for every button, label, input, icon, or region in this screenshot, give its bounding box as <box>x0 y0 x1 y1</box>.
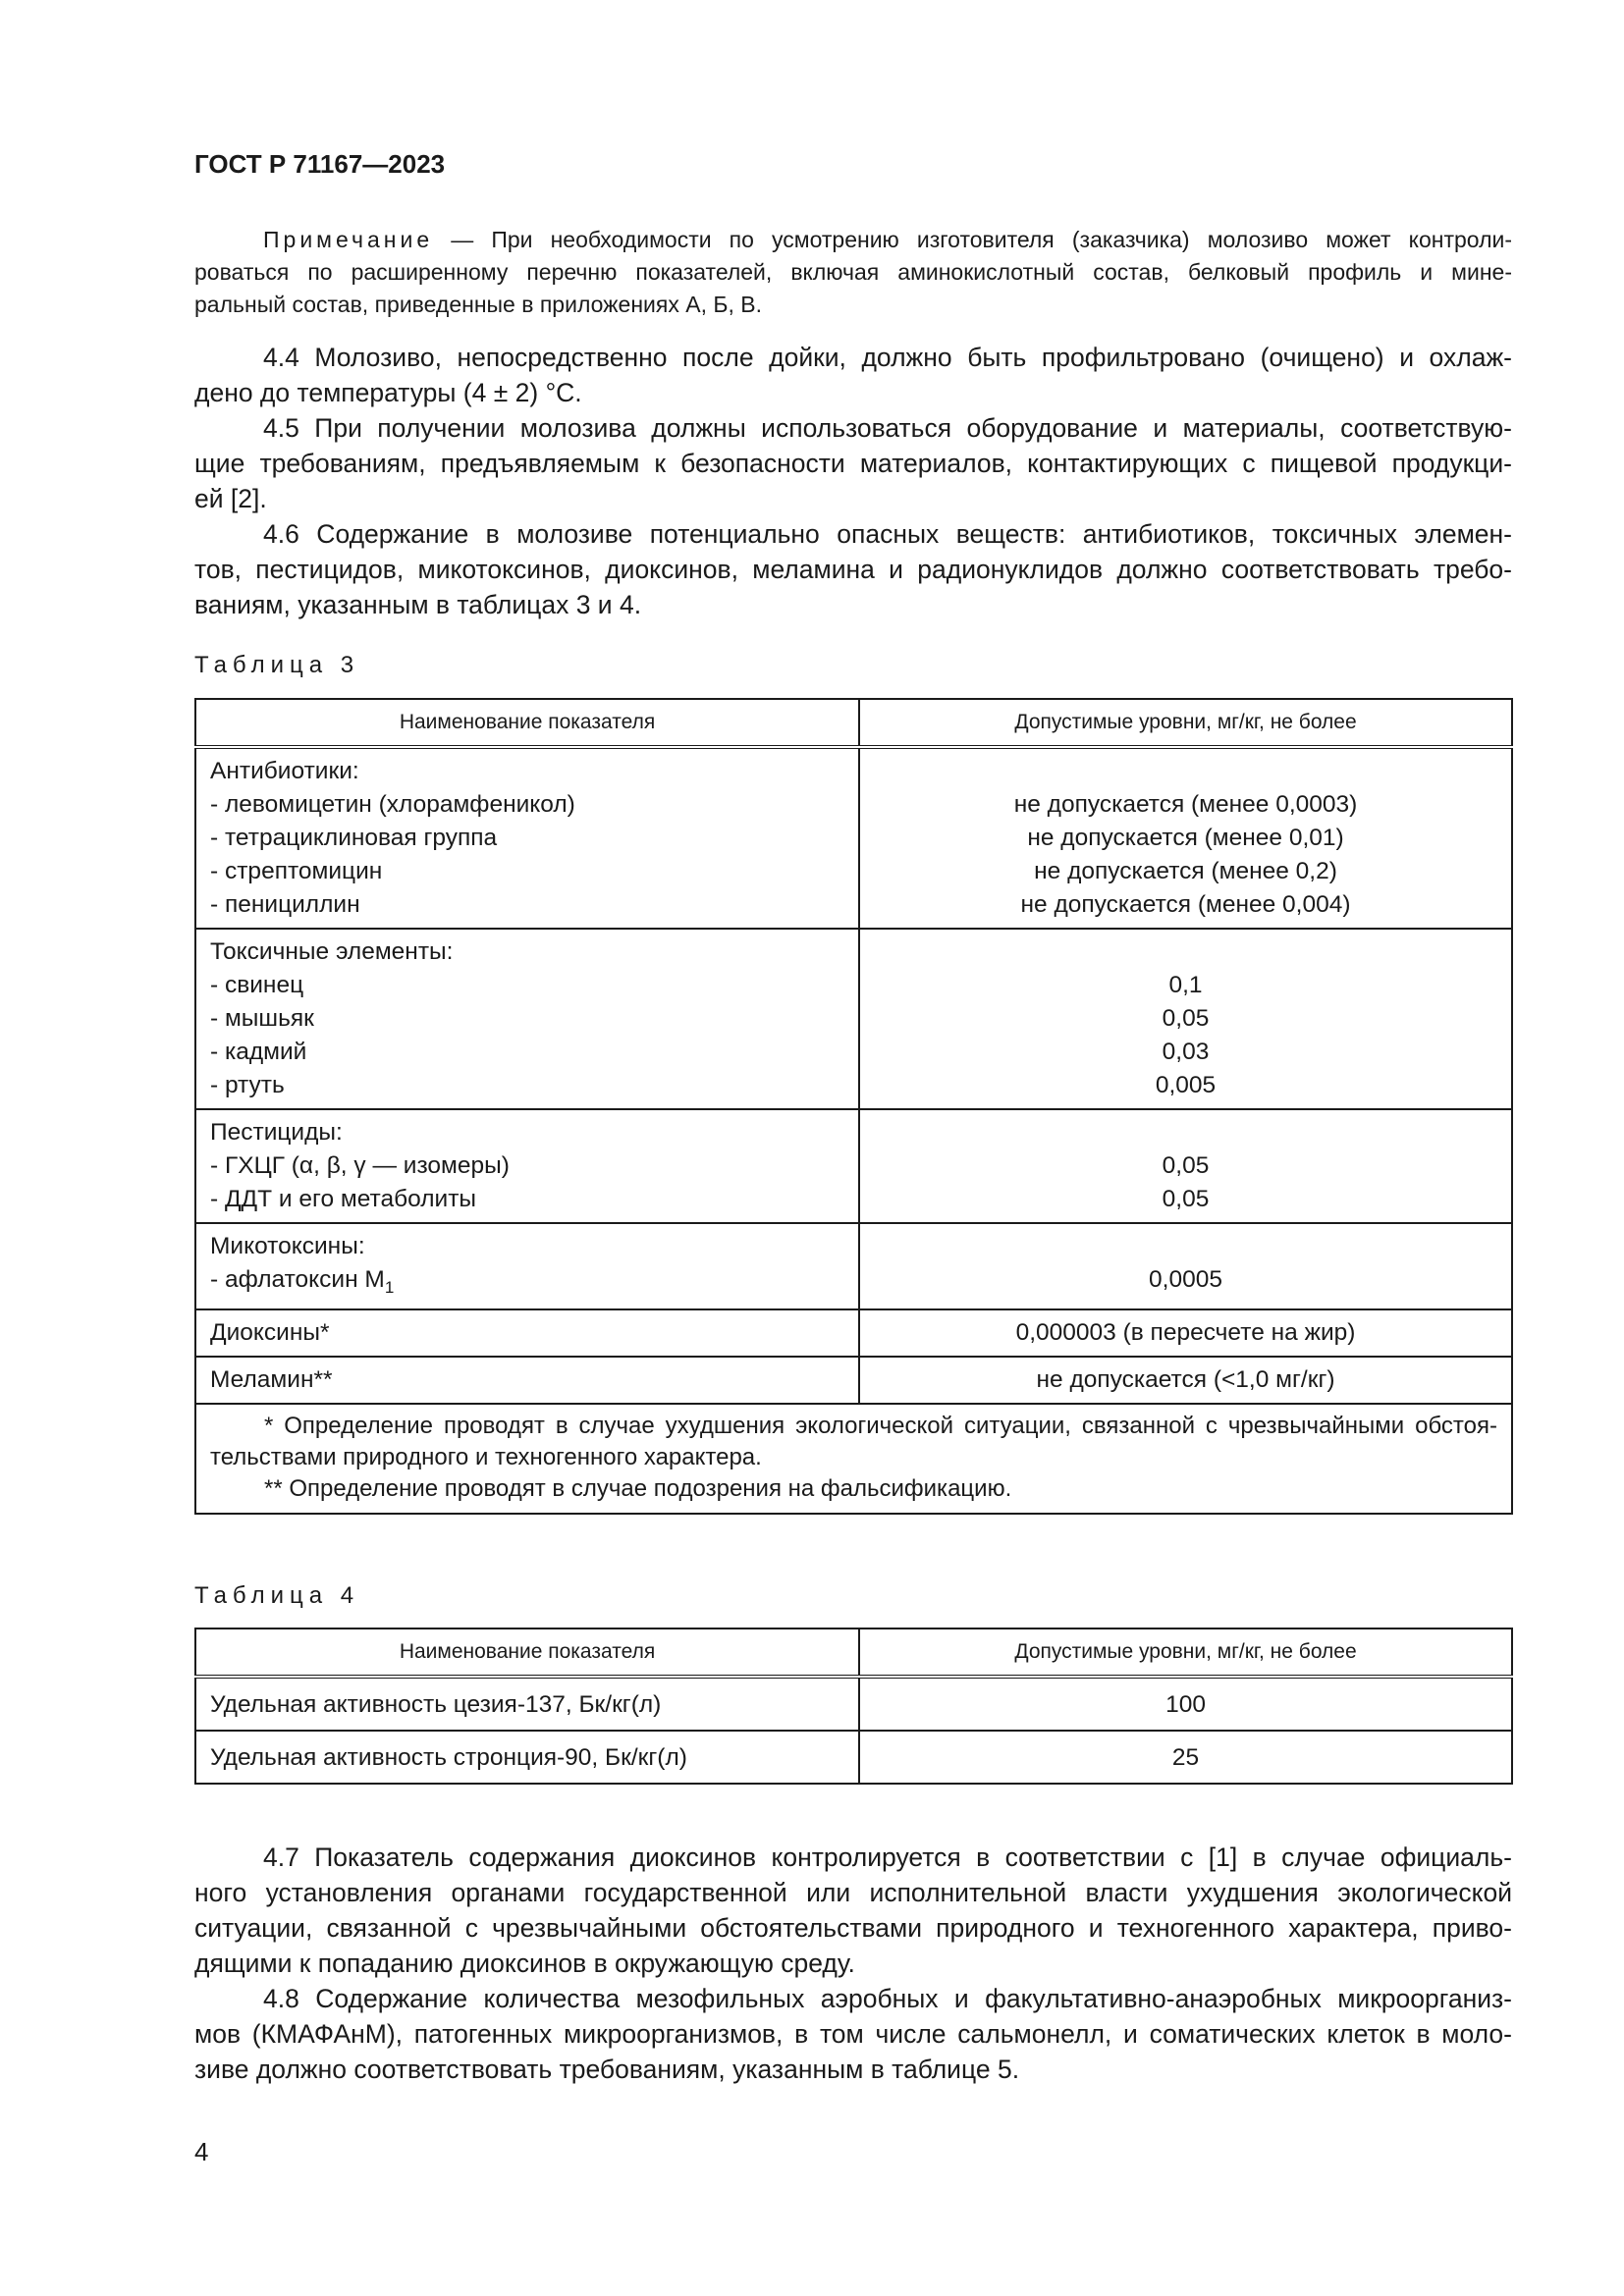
paragraph-line: ного установления органами государственной или исполнительной власти ухудшения экологической <box>194 1878 1512 1907</box>
paragraph-4-6 <box>194 516 1512 622</box>
paragraph-line: ситуации, связанной с чрезвычайными обстоятельствами природного и техногенного характера, приво- <box>194 1913 1512 1943</box>
paragraph-line: щие требованиям, предъявляемым к безопасности материалов, контактирующих с пищевой продукци- <box>194 449 1512 478</box>
paragraph-line: мов (КМАФАнМ), патогенных микроорганизмов, в том числе сальмонелл, и соматических клеток в моло- <box>194 2019 1512 2049</box>
table-3 <box>194 698 1513 1515</box>
value-cell: 0,1 0,05 0,03 0,005 <box>859 929 1512 1109</box>
subscript: 1 <box>384 1277 395 1297</box>
table-header-row <box>195 699 1512 747</box>
paragraph-line: 4.4 Молозиво, непосредственно после дойки, должно быть профильтровано (очищено) и охлаж- <box>263 343 1512 372</box>
value-cell: не допускается (менее 0,0003) не допускается (менее 0,01) не допускается (менее 0,2) не допускается (менее 0,004) <box>859 747 1512 929</box>
table-row <box>195 1357 1512 1404</box>
paragraph-line: ваниям, указанным в таблицах 3 и 4. <box>194 590 642 619</box>
value-cell: 0,0005 <box>859 1223 1512 1309</box>
paragraph-line: зиве должно соответствовать требованиям, указанным в таблице 5. <box>194 2055 1020 2084</box>
paragraph-4-8 <box>194 1981 1512 2087</box>
table-row <box>195 1731 1512 1784</box>
paragraph-4-7 <box>194 1840 1512 1981</box>
indicator-cell: Микотоксины: - афлатоксин $M_1$ <box>195 1223 859 1309</box>
footnote: тельствами природного и техногенного характера. <box>210 1443 762 1470</box>
footnote: * Определение проводят в случае ухудшения экологической ситуации, связанной с чрезвычайными обстоя- <box>264 1412 1497 1439</box>
value-cell: 25 <box>859 1731 1512 1784</box>
page-number: 4 <box>194 2137 209 2166</box>
note-label: Примечание <box>263 227 434 252</box>
column-header: Допустимые уровни, мг/кг, не более <box>859 1629 1512 1677</box>
paragraph-line: 4.6 Содержание в молозиве потенциально опасных веществ: антибиотиков, токсичных элемен- <box>263 519 1512 549</box>
value-cell: 100 <box>859 1677 1512 1731</box>
table-footnote-row <box>195 1404 1512 1514</box>
table-header-row <box>195 1629 1512 1677</box>
table-row <box>195 747 1512 929</box>
indicator-cell: Токсичные элементы: - свинец - мышьяк - кадмий - ртуть <box>195 929 859 1109</box>
paragraph-line: 4.5 При получении молозива должны использоваться оборудование и материалы, соответствую- <box>263 413 1512 443</box>
paragraph-line: 4.7 Показатель содержания диоксинов контролируется в соответствии с [1] в случае официаль- <box>263 1842 1512 1872</box>
table-row <box>195 1109 1512 1223</box>
column-header: Наименование показателя <box>195 1629 859 1677</box>
column-header: Наименование показателя <box>195 699 859 747</box>
paragraph-line: дено до температуры (4 ± 2) °С. <box>194 378 582 407</box>
table-row <box>195 1223 1512 1309</box>
paragraph-line: дящими к попаданию диоксинов в окружающую среду. <box>194 1949 855 1978</box>
value-cell: 0,000003 (в пересчете на жир) <box>859 1309 1512 1357</box>
paragraph-line: тов, пестицидов, микотоксинов, диоксинов, меламина и радионуклидов должно соответствовать требо- <box>194 555 1512 584</box>
indicator-cell: Пестициды: - ГХЦГ (α, β, γ — изомеры) - ДДТ и его метаболиты <box>195 1109 859 1223</box>
indicator-cell: Удельная активность цезия-137, Бк/кг(л) <box>195 1677 859 1731</box>
paragraph-line: ей [2]. <box>194 484 267 513</box>
table-footnotes <box>195 1404 1512 1514</box>
table-row <box>195 1677 1512 1731</box>
table-row <box>195 929 1512 1109</box>
table-4-caption: Таблица 4 <box>194 1582 360 1609</box>
note-line: роваться по расширенному перечню показателей, включая аминокислотный состав, белковый профиль и мине- <box>194 259 1512 285</box>
indicator-cell: Меламин** <box>195 1357 859 1404</box>
indicator-cell: Удельная активность стронция-90, Бк/кг(л) <box>195 1731 859 1784</box>
table-3-caption: Таблица 3 <box>194 652 360 678</box>
value-cell: не допускается (<1,0 мг/кг) <box>859 1357 1512 1404</box>
note-line: Примечание — При необходимости по усмотрению изготовителя (заказчика) молозиво может контроли- <box>263 227 1512 252</box>
table-row <box>195 1309 1512 1357</box>
paragraph-4-4 <box>194 340 1512 410</box>
indicator-cell: Диоксины* <box>195 1309 859 1357</box>
table-4 <box>194 1628 1513 1785</box>
indicator-cell: Антибиотики: - левомицетин (хлорамфеникол) - тетрациклиновая группа - стрептомицин - пенициллин <box>195 747 859 929</box>
footnote: ** Определение проводят в случае подозрения на фальсификацию. <box>264 1474 1012 1502</box>
value-cell: 0,05 0,05 <box>859 1109 1512 1223</box>
note-line: ральный состав, приведенные в приложениях А, Б, В. <box>194 292 762 317</box>
paragraph-line: 4.8 Содержание количества мезофильных аэробных и факультативно-анаэробных микроорганиз- <box>263 1984 1512 2013</box>
note-paragraph <box>194 224 1512 321</box>
paragraph-4-5 <box>194 410 1512 516</box>
document-header: ГОСТ Р 71167—2023 <box>194 149 446 179</box>
column-header: Допустимые уровни, мг/кг, не более <box>859 699 1512 747</box>
